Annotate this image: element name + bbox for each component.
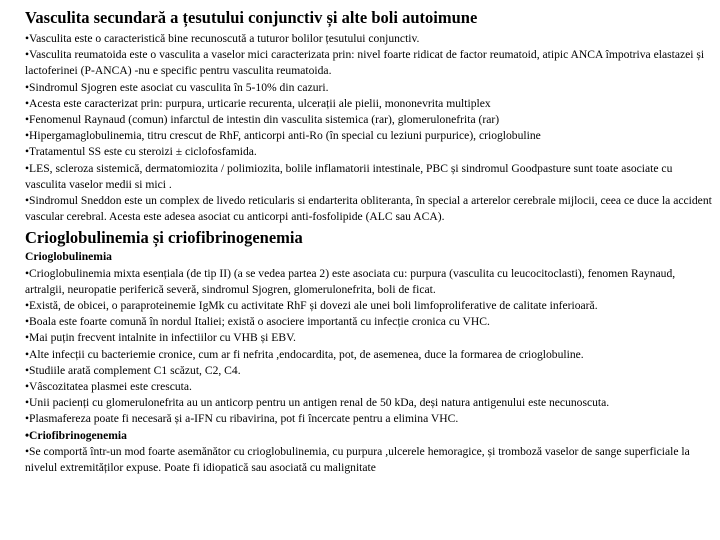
bullet-item: •Plasmafereza poate fi necesară și a-IFN cu ribavirina, pot fi încercate pentru a elimina VHC. (25, 412, 459, 426)
bullet-item: •Crioglobulinemia mixta esențiala (de tip II) (a se vedea partea 2) este asociata cu: purpura (vasculita cu leucocitoclasti), fenomen Raynaud, artralgii, neuropatie periferică severă, sindromul Sjogren, glomerulonefrita, boli de ficat. (25, 266, 679, 296)
section1-list (25, 31, 715, 225)
bullet-item: •Vasculita reumatoida este o vasculita a vaselor mici caracterizata prin: nivel foarte ridicat de factor reumatoid, atipic ANCA împotriva elastazei și lactoferinei (P-ANCA) -nu e specific pentru vasculita reumatoida. (25, 48, 708, 78)
bullet-item: •Sindromul Sneddon este un complex de livedo reticularis si endarterita obliteranta, în special a arterelor cerebrale mijlocii, ceea ce duce la accident vascular cerebral. Acesta este adesea asociat cu anticorpi anti-fosfolipide (ALC sau ACA). (25, 194, 715, 224)
bullet-item: •Alte infecții cu bacteriemie cronice, cum ar fi nefrita ,endocardita, pot, de asemenea, duce la formarea de crioglobuline. (25, 347, 584, 361)
bullet-item: •Acesta este caracterizat prin: purpura, urticarie recurenta, ulcerații ale pielii, mononevrita multiplex (25, 96, 491, 110)
bullet-item: •Se comportă într-un mod foarte asemănător cu crioglobulinemia, cu purpura ,ulcerele hemoragice, și tromboză vaselor de sange superficiale la nivelul extremităților expuse. Poate fi idiopatică sau asociată cu malignitate (25, 444, 693, 475)
bullet-item: •Tratamentul SS este cu steroizi ± ciclofosfamida. (25, 145, 257, 159)
bullet-item: •Unii pacienți cu glomerulonefrita au un anticorp pentru un antigen renal de 50 kDa, deși natura antigenului este necunoscuta. (25, 396, 610, 410)
bullet-item: •Sindromul Sjogren este asociat cu vasculita în 5-10% din cazuri. (25, 80, 329, 94)
section-title-vasculita: Vasculita secundară a țesutului conjunctiv și alte boli autoimune (25, 8, 478, 27)
bullet-item: •LES, scleroza sistemică, dermatomiozita / polimiozita, bolile inflamatorii intestinale, PBC și sindromul Goodpasture sunt toate asociate cu vasculita vaselor medii si mici . (25, 161, 676, 191)
subheading-crioglobulinemia: Crioglobulinemia (25, 250, 112, 264)
section2-list (25, 249, 712, 476)
bullet-item: •Fenomenul Raynaud (comun) infarctul de intestin din vasculita sistemica (rar), glomerulonefrita (rar) (25, 113, 500, 127)
subheading-criofibrinogenemia: •Criofibrinogenemia (25, 428, 127, 442)
bullet-item: •Boala este foarte comună în nordul Italiei; există o asociere importantă cu infecție cronica cu VHC. (25, 315, 490, 329)
bullet-item: •Hipergamaglobulinemia, titru crescut de RhF, anticorpi anti-Ro (în special cu leziuni purpurice), crioglobuline (25, 129, 541, 143)
section-title-crioglobulinemia: Crioglobulinemia și criofibrinogenemia (25, 228, 303, 248)
bullet-item: •Studiile arată complement C1 scăzut, C2, C4. (25, 363, 241, 377)
bullet-item: •Vâscozitatea plasmei este crescuta. (25, 380, 192, 394)
bullet-item: •Există, de obicei, o paraproteinemie IgMk cu activitate RhF și dovezi ale unei boli limfoproliferative de calitate inferioară. (25, 299, 598, 313)
bullet-item: •Vasculita este o caracteristică bine recunoscută a tuturor bolilor țesutului conjunctiv. (25, 32, 420, 45)
bullet-item: •Mai puțin frecvent intalnite in infectiilor cu VHB și EBV. (25, 331, 296, 345)
